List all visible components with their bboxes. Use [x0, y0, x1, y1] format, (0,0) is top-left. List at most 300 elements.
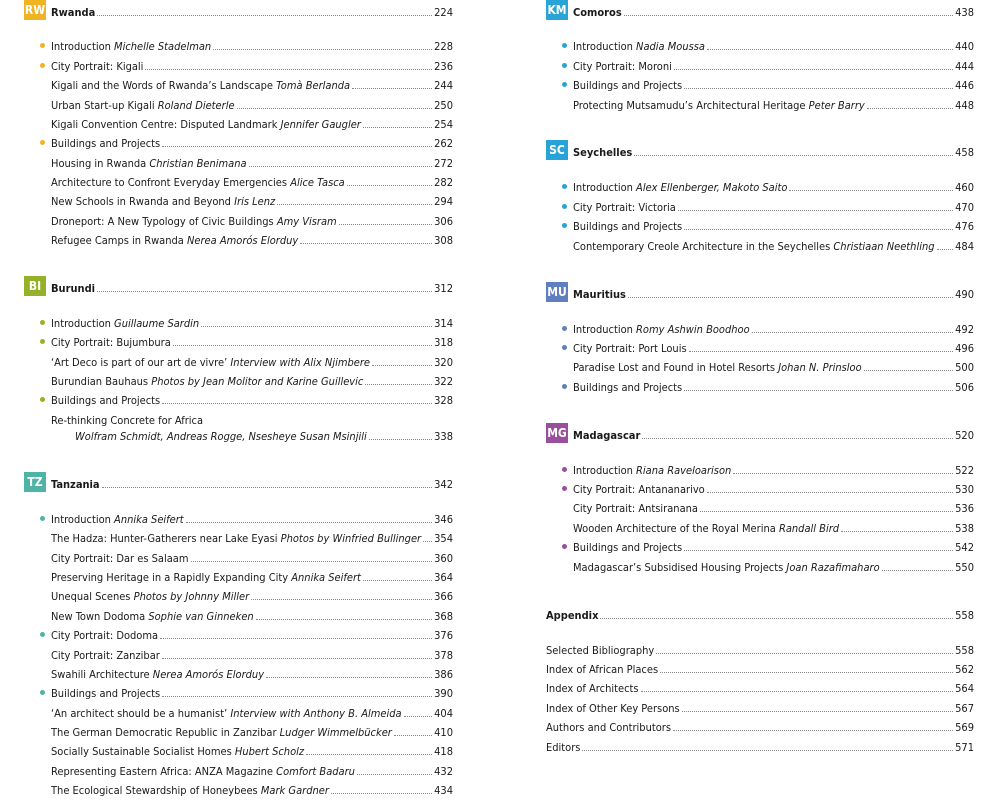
entry-text: Wooden Architecture of the Royal Merina	[573, 522, 779, 535]
bullet-dot-icon	[562, 184, 567, 189]
toc-entry[interactable]	[24, 529, 453, 545]
page-number: 262	[434, 137, 453, 150]
bullet-dot-icon	[40, 632, 45, 637]
entry-text: ‘An architect should be a humanist’	[51, 707, 231, 720]
toc-entry[interactable]	[24, 37, 453, 53]
entry-text: Authors and Contributors	[546, 721, 672, 734]
entry-author: Interview with Anthony B. Almeida	[230, 707, 402, 720]
entry-title	[75, 430, 367, 443]
entry-author: Annika Seifert	[291, 571, 361, 584]
page-number: 320	[434, 356, 453, 369]
toc-entry[interactable]	[546, 738, 974, 754]
toc-entry[interactable]	[24, 173, 453, 189]
entry-text: City Portrait: Zanzibar	[51, 649, 160, 662]
entry-text: Buildings and Projects	[51, 394, 161, 407]
dot-leader	[634, 155, 953, 156]
toc-entry[interactable]	[24, 212, 453, 228]
entry-text: Swahili Architecture	[51, 668, 153, 681]
entry-title	[573, 483, 705, 496]
entry-author: Amy Visram	[276, 215, 337, 228]
toc-entry[interactable]	[24, 607, 453, 623]
page-number: 338	[434, 430, 453, 443]
page-number: 328	[434, 394, 453, 407]
bullet-dot-icon	[562, 223, 567, 228]
toc-entry[interactable]	[546, 699, 974, 715]
entry-text: Representing Eastern Africa: ANZA Magazine	[51, 765, 277, 778]
page-number: 538	[955, 522, 974, 535]
chapter-title: Comoros	[573, 6, 622, 19]
entry-text: Introduction	[573, 464, 637, 477]
page-number: 569	[955, 721, 974, 734]
dot-leader	[423, 541, 432, 542]
entry-author: Christiaan Neethling	[833, 240, 935, 253]
entry-author: Nerea Amorós Elorduy	[187, 234, 299, 247]
entry-text: Introduction	[573, 181, 637, 194]
entry-title	[51, 176, 345, 189]
toc-entry[interactable]	[546, 679, 974, 695]
toc-entry[interactable]	[546, 378, 974, 394]
entry-title	[573, 541, 682, 554]
entry-author: Roland Dieterle	[157, 99, 235, 112]
entry-text: City Portrait: Victoria	[573, 201, 676, 214]
page-number: 571	[955, 741, 974, 754]
toc-entry[interactable]	[546, 178, 974, 194]
page-number: 404	[434, 707, 453, 720]
page-number: 567	[955, 702, 974, 715]
dot-leader	[162, 696, 432, 697]
chapter-seychelles[interactable]	[546, 143, 974, 159]
dot-leader	[352, 88, 432, 89]
entry-text: Index of African Places	[546, 663, 659, 676]
entry-author: Randall Bird	[778, 522, 840, 535]
entry-title	[51, 137, 160, 150]
toc-entry[interactable]	[24, 704, 453, 720]
entry-text: Paradise Lost and Found in Hotel Resorts	[573, 361, 779, 374]
entry-author: Romy Ashwin Boodhoo	[636, 323, 750, 336]
dot-leader	[600, 618, 953, 619]
entry-text: Architecture to Confront Everyday Emergencies	[51, 176, 291, 189]
page-number: 306	[434, 215, 453, 228]
entry-text: Droneport: A New Typology of Civic Buildings	[51, 215, 277, 228]
dot-leader	[277, 204, 432, 205]
entry-title	[51, 157, 247, 170]
entry-author: Michelle Stadelman	[114, 40, 212, 53]
page-number: 294	[434, 195, 453, 208]
entry-text: City Portrait: Antsiranana	[573, 502, 698, 515]
chapter-title: Appendix	[546, 609, 599, 622]
entry-text: New Schools in Rwanda and Beyond	[51, 195, 235, 208]
toc-entry[interactable]	[24, 134, 453, 150]
entry-title	[51, 571, 361, 584]
toc-entry[interactable]	[24, 568, 453, 584]
country-code-badge: SC	[546, 140, 568, 160]
page-number: 542	[955, 541, 974, 554]
dot-leader	[145, 69, 432, 70]
toc-entry[interactable]	[546, 641, 974, 657]
bullet-dot-icon	[562, 467, 567, 472]
dot-leader	[369, 439, 432, 440]
entry-author: Iris Lenz	[234, 195, 276, 208]
page-number: 440	[955, 40, 974, 53]
toc-entry[interactable]	[546, 237, 974, 253]
page-number: 492	[955, 323, 974, 336]
page-number: 438	[955, 6, 974, 19]
dot-leader	[97, 291, 432, 292]
dot-leader	[864, 370, 953, 371]
entry-author: Johan N. Prinsloo	[778, 361, 862, 374]
entry-text: The Hadza: Hunter-Gatherers near Lake Eyasi	[51, 532, 281, 545]
bullet-dot-icon	[562, 544, 567, 549]
bullet-dot-icon	[562, 326, 567, 331]
page-number: 318	[434, 336, 453, 349]
entry-title	[573, 181, 787, 194]
entry-text: Kigali and the Words of Rwanda’s Landscape	[51, 79, 277, 92]
toc-entry[interactable]	[24, 646, 453, 662]
entry-title	[51, 356, 370, 369]
entry-title	[51, 195, 275, 208]
dot-leader	[700, 511, 953, 512]
entry-text: Index of Other Key Persons	[546, 702, 680, 715]
country-code-badge: RW	[24, 0, 46, 20]
chapter-tanzania[interactable]	[24, 475, 453, 491]
toc-entry[interactable]	[546, 538, 974, 554]
entry-author: Alice Tasca	[290, 176, 345, 189]
entry-title	[573, 323, 750, 336]
page-number: 458	[955, 146, 974, 159]
dot-leader	[684, 390, 953, 391]
entry-title	[51, 707, 402, 720]
dot-leader	[300, 243, 432, 244]
dot-leader	[682, 711, 953, 712]
chapter-mauritius[interactable]	[546, 285, 974, 301]
entry-text: New Town Dodoma	[51, 610, 149, 623]
dot-leader	[673, 730, 953, 731]
entry-title	[573, 240, 935, 253]
chapter-title: Madagascar	[573, 429, 641, 442]
page-number: 558	[955, 644, 974, 657]
dot-leader	[689, 351, 954, 352]
entry-text: City Portrait: Dar es Salaam	[51, 552, 189, 565]
dot-leader	[249, 166, 433, 167]
entry-title	[573, 464, 731, 477]
toc-entry[interactable]	[546, 480, 974, 496]
entry-text: Buildings and Projects	[573, 381, 683, 394]
toc-entry[interactable]	[24, 391, 453, 407]
dot-leader	[363, 580, 432, 581]
chapter-burundi[interactable]	[24, 279, 453, 295]
toc-entry[interactable]	[24, 192, 453, 208]
chapter-title: Tanzania	[51, 478, 100, 491]
entry-title	[51, 745, 304, 758]
toc-entry[interactable]	[24, 587, 453, 603]
entry-author: Guillaume Sardin	[114, 317, 200, 330]
entry-text: Kigali Convention Centre: Disputed Landmark	[51, 118, 281, 131]
page-number: 236	[434, 60, 453, 73]
toc-entry[interactable]	[546, 198, 974, 214]
chapter-title: Rwanda	[51, 6, 96, 19]
dot-leader	[266, 677, 432, 678]
entry-author: Wolfram Schmidt, Andreas Rogge, Nsesheye Susan Msinjili	[75, 430, 367, 443]
entry-title	[573, 342, 687, 355]
page-number: 550	[955, 561, 974, 574]
page-number: 364	[434, 571, 453, 584]
page-number: 470	[955, 201, 974, 214]
entry-author: Jennifer Gaugler	[280, 118, 361, 131]
page-number: 368	[434, 610, 453, 623]
entry-text: The Ecological Stewardship of Honeybees	[51, 784, 261, 797]
toc-entry[interactable]	[546, 320, 974, 336]
entry-text: Burundian Bauhaus	[51, 375, 152, 388]
toc-entry[interactable]	[546, 558, 974, 574]
dot-leader	[937, 249, 954, 250]
page-number: 378	[434, 649, 453, 662]
page-number: 490	[955, 288, 974, 301]
entry-title	[51, 394, 160, 407]
entry-text: Introduction	[573, 323, 637, 336]
entry-text: Introduction	[51, 513, 115, 526]
chapter-title: Burundi	[51, 282, 96, 295]
dot-leader	[867, 108, 953, 109]
dot-leader	[752, 332, 953, 333]
toc-entry[interactable]	[546, 358, 974, 374]
entry-title	[573, 79, 682, 92]
entry-text: Buildings and Projects	[573, 79, 683, 92]
page-number: 386	[434, 668, 453, 681]
dot-leader	[201, 326, 432, 327]
entry-author: Comfort Badaru	[276, 765, 355, 778]
entry-text: Introduction	[573, 40, 637, 53]
entry-author: Interview with Alix Njimbere	[230, 356, 371, 369]
toc-entry[interactable]	[24, 626, 453, 642]
dot-leader	[733, 473, 953, 474]
entry-title	[546, 741, 580, 754]
page-number: 342	[434, 478, 453, 491]
dot-leader	[394, 735, 432, 736]
entry-title	[573, 99, 865, 112]
dot-leader	[251, 599, 432, 600]
toc-entry[interactable]	[24, 154, 453, 170]
entry-text: Editors	[546, 741, 581, 754]
page-number: 228	[434, 40, 453, 53]
page-number: 250	[434, 99, 453, 112]
bullet-dot-icon	[40, 397, 45, 402]
toc-entry[interactable]	[546, 718, 974, 734]
entry-author: Photos by Jean Molitor and Karine Guillevic	[151, 375, 364, 388]
entry-title	[546, 721, 671, 734]
page-number: 366	[434, 590, 453, 603]
entry-text: Socially Sustainable Socialist Homes	[51, 745, 235, 758]
toc-entry[interactable]	[546, 519, 974, 535]
dot-leader	[97, 15, 432, 16]
dot-leader	[256, 619, 432, 620]
toc-entry[interactable]	[24, 665, 453, 681]
page-number: 432	[434, 765, 453, 778]
entry-title	[51, 336, 171, 349]
entry-text: Preserving Heritage in a Rapidly Expanding City	[51, 571, 292, 584]
dot-leader	[339, 224, 432, 225]
chapter-rwanda[interactable]	[24, 3, 453, 19]
page-number: 460	[955, 181, 974, 194]
entry-text: Index of Architects	[546, 682, 639, 695]
entry-text: Re-thinking Concrete for Africa	[51, 414, 204, 427]
entry-text: Introduction	[51, 40, 115, 53]
entry-text: City Portrait: Moroni	[573, 60, 672, 73]
page-number: 446	[955, 79, 974, 92]
country-code-badge: MG	[546, 423, 568, 443]
entry-author: Photos by Johnny Miller	[133, 590, 250, 603]
page-number: 434	[434, 784, 453, 797]
entry-author: Nerea Amorós Elorduy	[152, 668, 265, 681]
dot-leader	[162, 658, 432, 659]
dot-leader	[173, 345, 432, 346]
toc-entry[interactable]	[24, 314, 453, 330]
page-number: 346	[434, 513, 453, 526]
chapter-comoros[interactable]	[546, 3, 974, 19]
entry-title	[51, 552, 189, 565]
dot-leader	[642, 438, 953, 439]
entry-author: Joan Razafimaharo	[786, 561, 880, 574]
entry-text: Buildings and Projects	[51, 687, 161, 700]
toc-entry[interactable]	[546, 96, 974, 112]
entry-title	[573, 220, 682, 233]
toc-entry[interactable]	[24, 427, 453, 443]
page-number: 448	[955, 99, 974, 112]
bullet-dot-icon	[40, 320, 45, 325]
page-number: 254	[434, 118, 453, 131]
toc-entry[interactable]	[24, 96, 453, 112]
page-number: 322	[434, 375, 453, 388]
entry-title	[51, 629, 158, 642]
toc-entry[interactable]	[546, 37, 974, 53]
entry-title	[573, 381, 682, 394]
page-number: 390	[434, 687, 453, 700]
bullet-dot-icon	[40, 140, 45, 145]
toc-entry[interactable]	[24, 549, 453, 565]
toc-entry[interactable]	[24, 76, 453, 92]
dot-leader	[882, 570, 953, 571]
dot-leader	[306, 754, 432, 755]
toc-entry[interactable]	[546, 217, 974, 233]
entry-text: City Portrait: Antananarivo	[573, 483, 705, 496]
entry-author: Mark Gardner	[260, 784, 329, 797]
page-number: 530	[955, 483, 974, 496]
entry-title	[573, 502, 698, 515]
entry-text: City Portrait: Port Louis	[573, 342, 687, 355]
entry-author: Peter Barry	[808, 99, 865, 112]
toc-entry[interactable]	[24, 781, 453, 797]
page-number: 224	[434, 6, 453, 19]
entry-title	[51, 765, 355, 778]
page-number: 506	[955, 381, 974, 394]
bullet-dot-icon	[40, 516, 45, 521]
dot-leader	[678, 210, 953, 211]
entry-title	[573, 60, 672, 73]
dot-leader	[660, 672, 953, 673]
entry-title	[51, 414, 203, 427]
entry-title	[51, 532, 421, 545]
chapter-madagascar[interactable]	[546, 426, 974, 442]
toc-entry[interactable]	[24, 510, 453, 526]
dot-leader	[404, 716, 433, 717]
toc-entry[interactable]	[546, 57, 974, 73]
bullet-dot-icon	[40, 690, 45, 695]
toc-entry[interactable]	[24, 723, 453, 739]
dot-leader	[656, 653, 953, 654]
dot-leader	[363, 127, 432, 128]
page-number: 376	[434, 629, 453, 642]
entry-text: City Portrait: Dodoma	[51, 629, 159, 642]
entry-author: Photos by Winfried Bullinger	[280, 532, 422, 545]
page-number: 558	[955, 609, 974, 622]
toc-entry[interactable]	[546, 339, 974, 355]
entry-author: Ludger Wimmelbücker	[279, 726, 392, 739]
page-number: 500	[955, 361, 974, 374]
toc-entry[interactable]	[546, 660, 974, 676]
toc-entry[interactable]	[24, 231, 453, 247]
entry-text: Refugee Camps in Rwanda	[51, 234, 187, 247]
dot-leader	[707, 49, 953, 50]
dot-leader	[213, 49, 432, 50]
entry-author: Christian Benimana	[149, 157, 247, 170]
toc-entry[interactable]	[24, 333, 453, 349]
entry-text: Buildings and Projects	[573, 220, 683, 233]
page-number: 410	[434, 726, 453, 739]
entry-text: Madagascar’s Subsidised Housing Projects	[573, 561, 787, 574]
entry-title	[51, 375, 363, 388]
dot-leader	[347, 185, 432, 186]
entry-title	[51, 234, 298, 247]
page-number: 496	[955, 342, 974, 355]
entry-title	[51, 687, 160, 700]
toc-entry[interactable]	[546, 461, 974, 477]
entry-author: Alex Ellenberger, Makoto Saito	[636, 181, 788, 194]
country-code-badge: MU	[546, 282, 568, 302]
entry-text: Urban Start-up Kigali	[51, 99, 158, 112]
toc-entry[interactable]	[24, 57, 453, 73]
toc-entry[interactable]	[24, 411, 453, 427]
entry-title	[51, 215, 337, 228]
entry-text: City Portrait: Bujumbura	[51, 336, 171, 349]
page-number: 354	[434, 532, 453, 545]
dot-leader	[365, 384, 432, 385]
dot-leader	[684, 88, 953, 89]
dot-leader	[582, 750, 953, 751]
entry-title	[573, 522, 839, 535]
dot-leader	[684, 550, 953, 551]
entry-title	[51, 317, 199, 330]
entry-title	[573, 40, 705, 53]
toc-entry[interactable]	[546, 76, 974, 92]
toc-entry[interactable]	[546, 499, 974, 515]
toc-entry[interactable]	[24, 684, 453, 700]
toc-entry[interactable]	[24, 372, 453, 388]
entry-author: Riana Raveloarison	[636, 464, 732, 477]
entry-text: Contemporary Creole Architecture in the Seychelles	[573, 240, 834, 253]
page-number: 562	[955, 663, 974, 676]
toc-entry[interactable]	[24, 115, 453, 131]
chapter-appendix[interactable]	[546, 606, 974, 622]
entry-title	[51, 610, 254, 623]
toc-entry[interactable]	[24, 742, 453, 758]
entry-title	[51, 784, 329, 797]
dot-leader	[102, 487, 433, 488]
page-number: 520	[955, 429, 974, 442]
toc-entry[interactable]	[24, 353, 453, 369]
entry-author: Tomà Berlanda	[276, 79, 351, 92]
toc-entry[interactable]	[24, 762, 453, 778]
entry-text: ‘Art Deco is part of our art de vivre’	[51, 356, 231, 369]
entry-title	[51, 668, 264, 681]
